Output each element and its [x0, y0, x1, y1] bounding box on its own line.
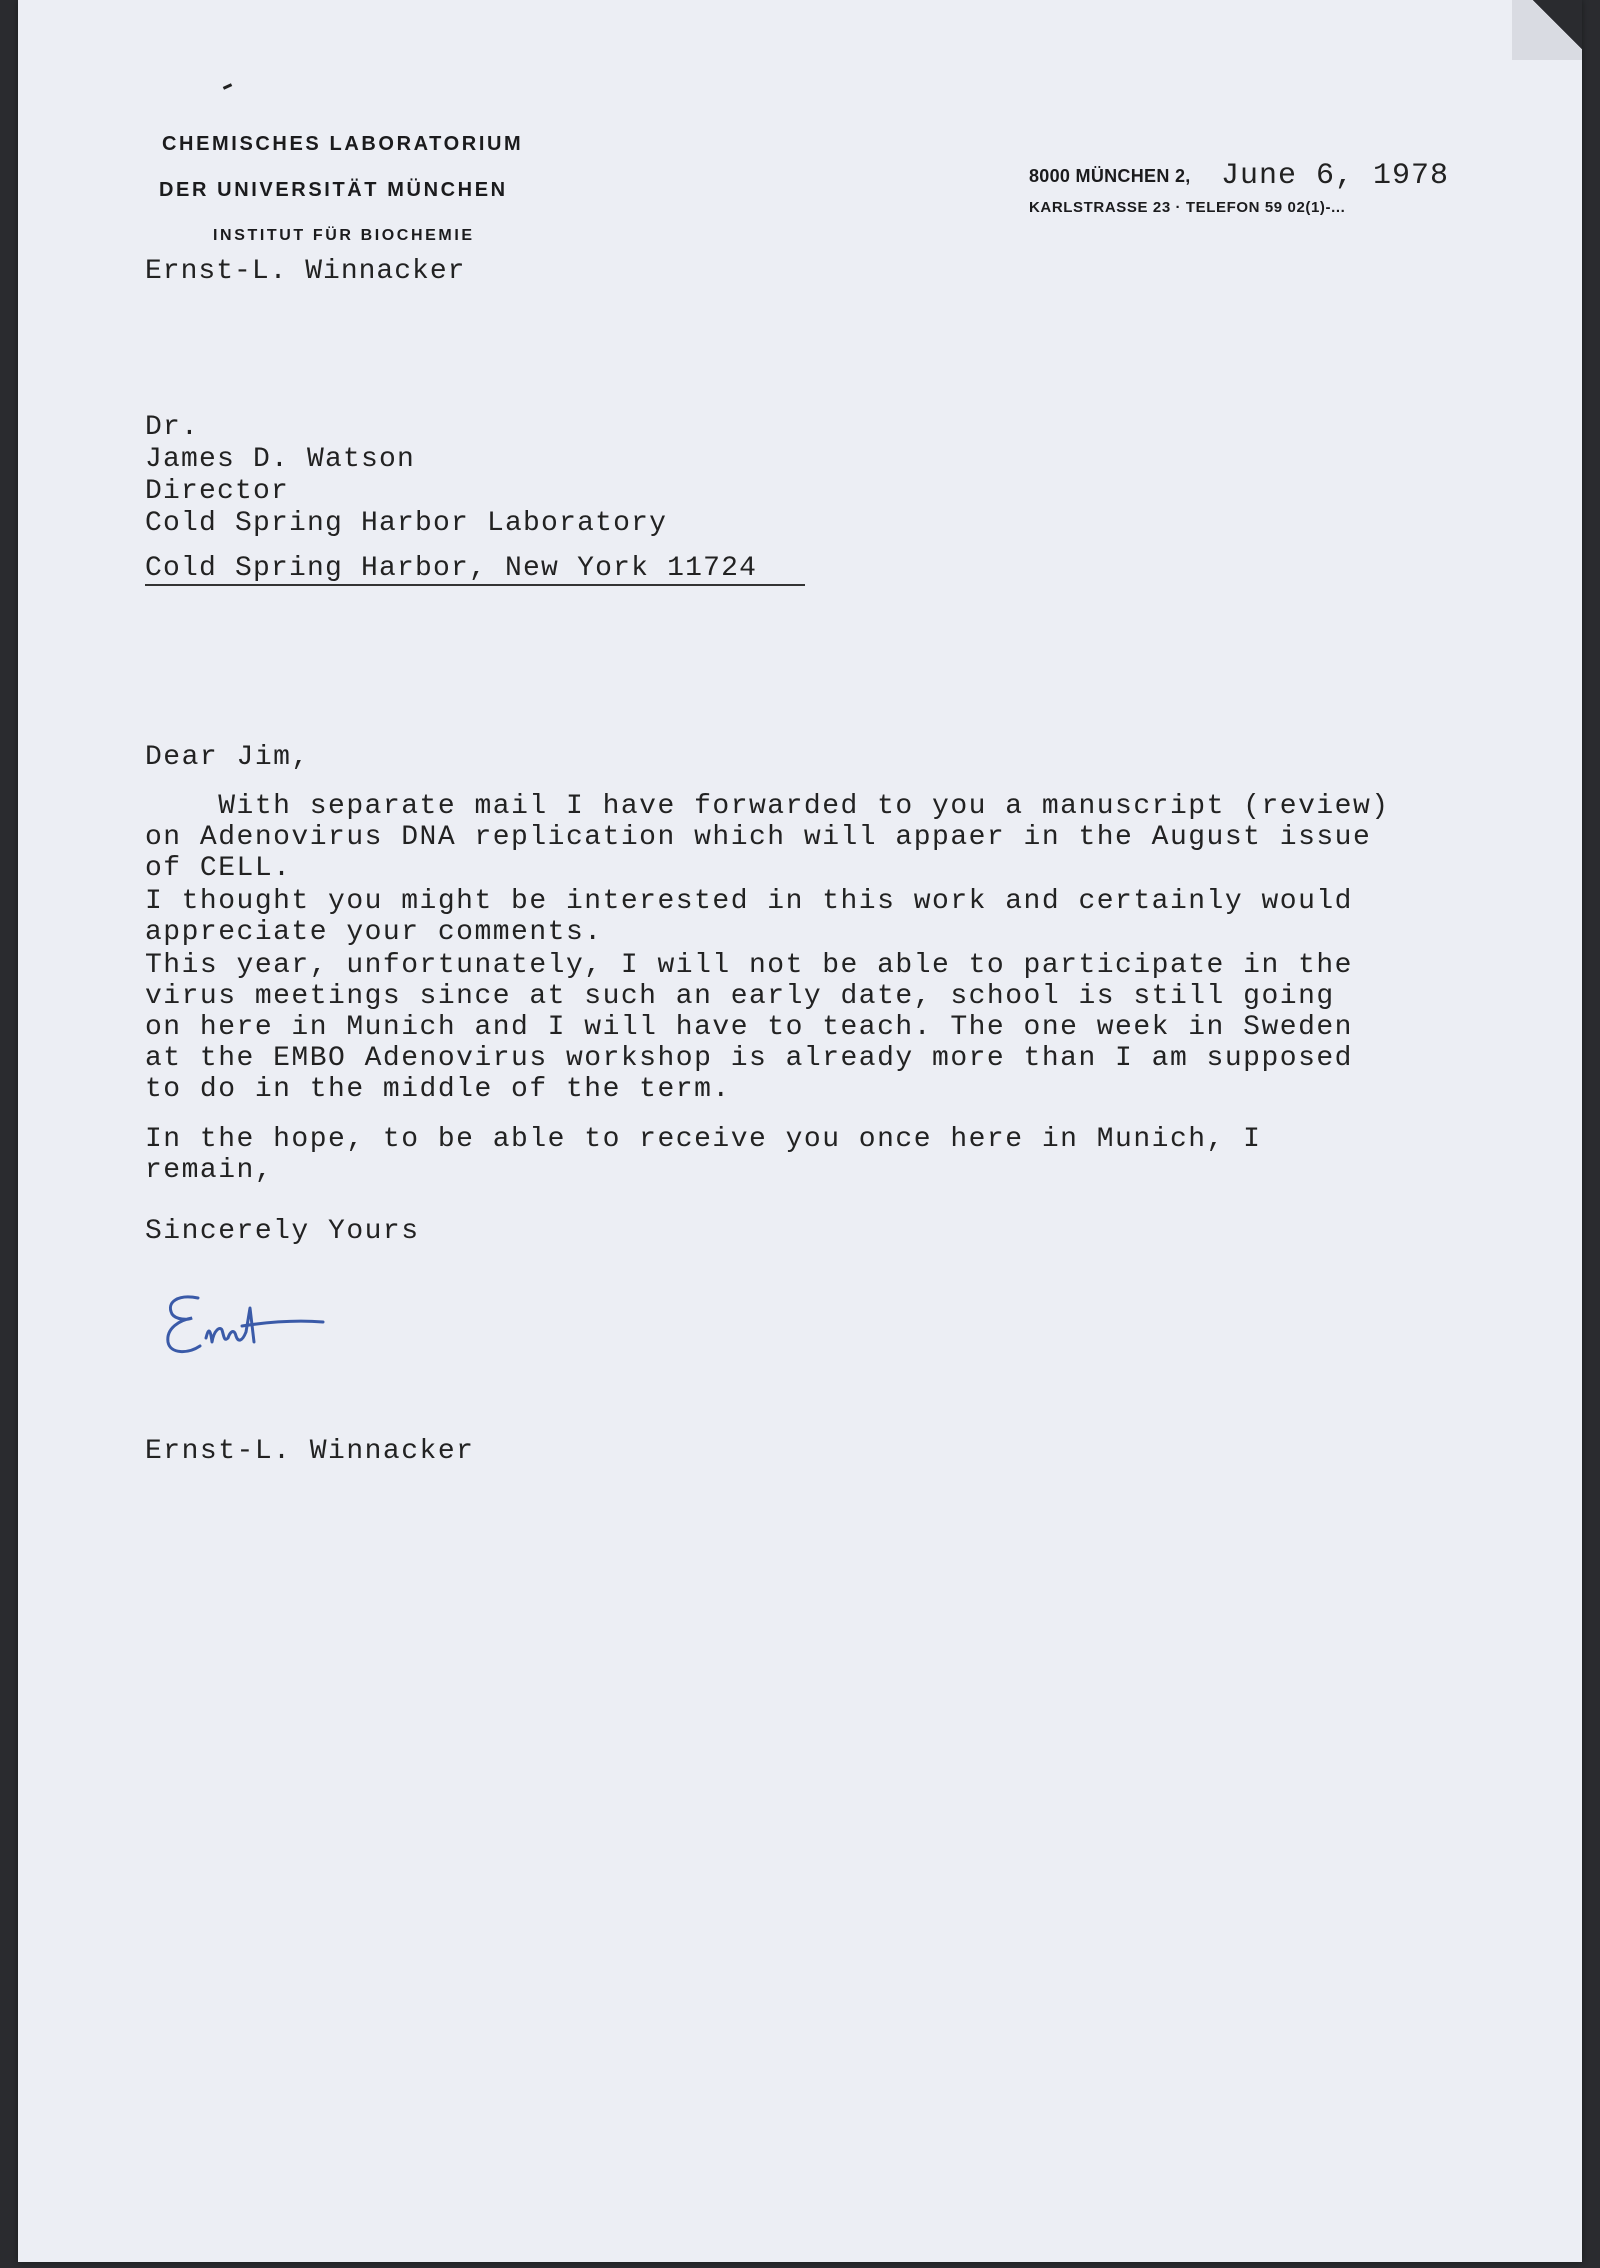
recipient-organization: Cold Spring Harbor Laboratory [145, 508, 668, 539]
pen-mark [223, 83, 232, 90]
letterhead-address: KARLSTRASSE 23 · TELEFON 59 02(1)-... [1029, 199, 1346, 216]
recipient-title: Dr. [145, 412, 200, 443]
watermark-postmark [38, 1910, 1578, 2060]
letterhead-place: 8000 MÜNCHEN 2, [1029, 166, 1191, 186]
letter-date: June 6, 1978 [1221, 159, 1450, 193]
recipient-position: Director [145, 476, 290, 507]
paragraph-1: With separate mail I have forwarded to you a manuscript (review) on Adenovirus DNA replication which will appaer in the August issue of CELL. [145, 791, 1390, 884]
salutation: Dear Jim, [145, 742, 310, 773]
paragraph-3: This year, unfortunately, I will not be able to participate in the virus meetings since at such an early date, school is still going on here in Munich and I will have to teach. The one week in Sweden at the EMBO Adenovirus workshop is already more than I am supposed to do in the middle of the term. [145, 950, 1353, 1105]
recipient-name: James D. Watson [145, 444, 416, 475]
handwritten-signature [158, 1280, 338, 1380]
letterhead-line-3: INSTITUT FÜR BIOCHEMIE [213, 227, 475, 244]
signature-name: Ernst-L. Winnacker [145, 1436, 475, 1467]
paragraph-4: In the hope, to be able to receive you once here in Munich, I remain, [145, 1124, 1262, 1186]
letterhead-line-1: CHEMISCHES LABORATORIUM [162, 133, 524, 155]
letterhead-line-2: DER UNIVERSITÄT MÜNCHEN [159, 179, 508, 201]
closing: Sincerely Yours [145, 1216, 420, 1247]
sender-name: Ernst-L. Winnacker [145, 256, 466, 287]
paragraph-2: I thought you might be interested in this work and certainly would appreciate your comments. [145, 886, 1353, 948]
recipient-address: Cold Spring Harbor, New York 11724 [145, 553, 758, 584]
letter-sheet [18, 0, 1582, 2262]
folded-corner [1512, 0, 1582, 60]
address-underline [145, 584, 805, 586]
